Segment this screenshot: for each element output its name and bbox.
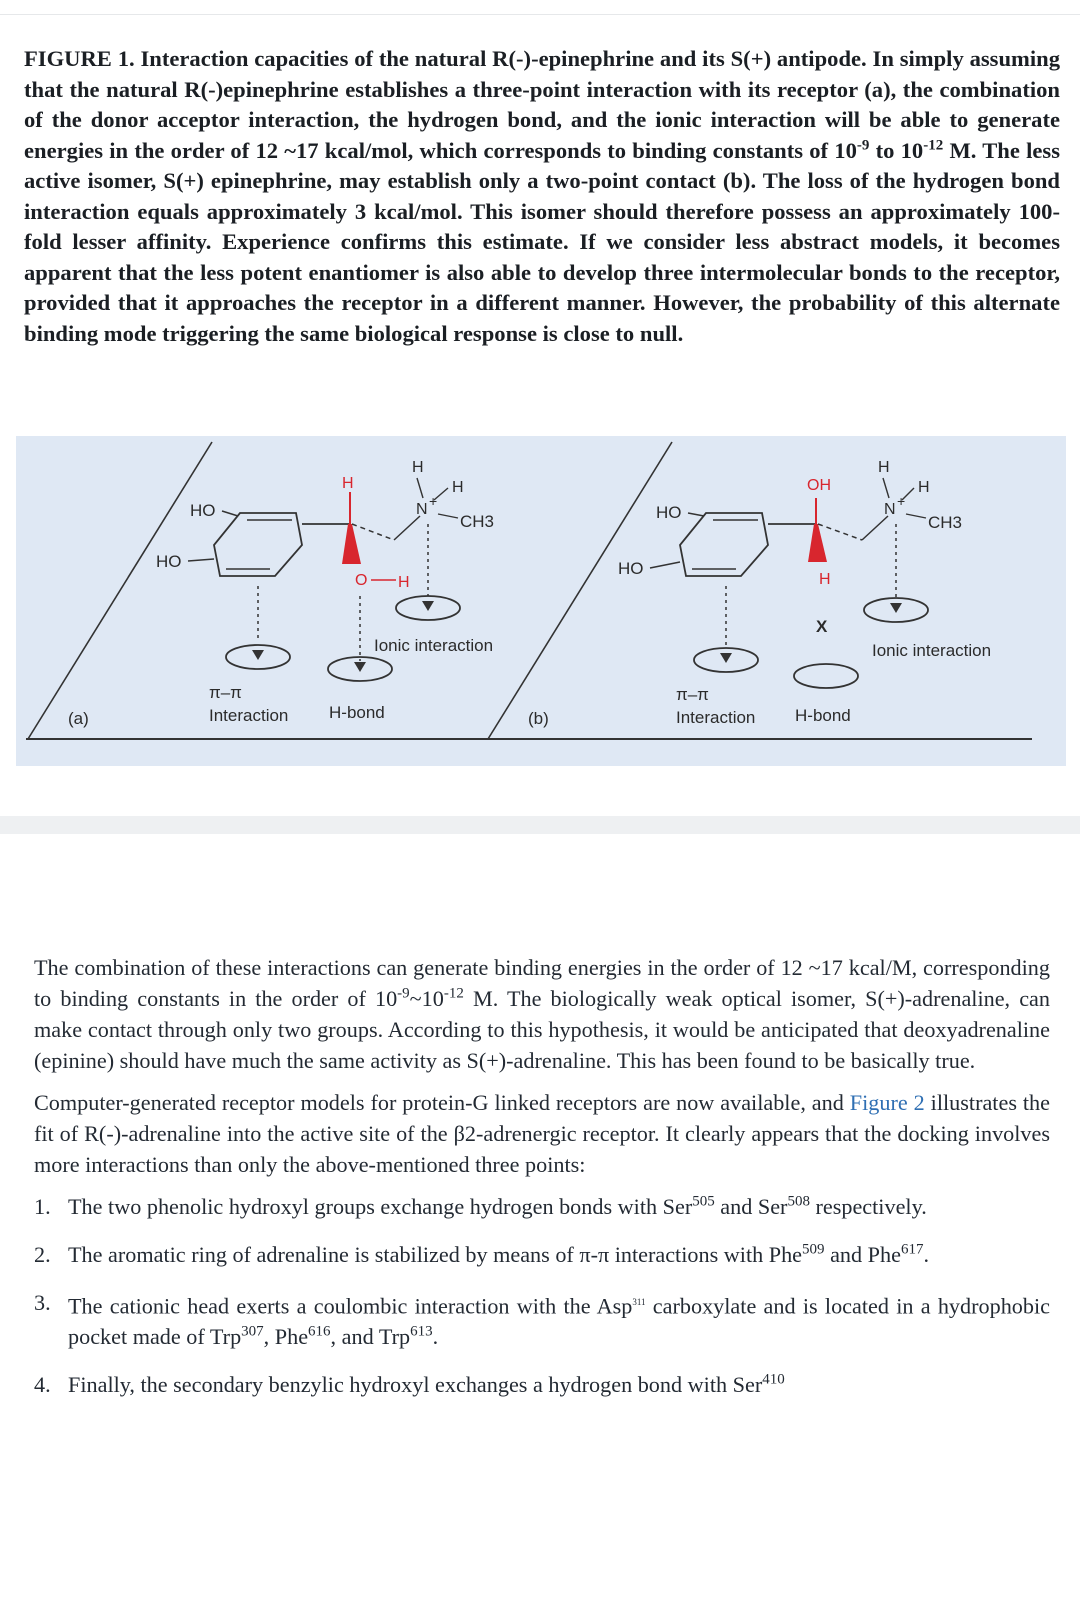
figure-caption: FIGURE 1. Interaction capacities of the natural R(-)-epinephrine and its S(+) antipode. In simply assuming that the natural R(-)epinephrine establishes a three-point interaction with its receptor (a), the combination of the donor acceptor interaction, the hydrogen bond, and the ionic interaction will be able to generate energies in the order of 12 ~17 kcal/mol, which corresponds to binding constants of $10^{-9}$ to $10^{-12}$ M. The less active isomer, S(+) epinephrine, may establish only a two-point contact (b). The loss of the hydrogen bond interaction equals approximately 3 kcal/mol. This isomer should therefore possess an approximately 100-fold lesser affinity. Experience confirms this estimate. If we consider less abstract models, it becomes apparent that the less potent enantiomer is also able to develop three intermolecular bonds to the receptor, provided that it approaches the receptor in a different manner. However, the probability of this alternate binding mode triggering the same biological response is close to null.: [24, 46, 1060, 346]
methyl-b: CH3: [928, 513, 963, 532]
figure-1-diagram: [16, 436, 1066, 766]
paragraph-1: The combination of these interactions can generate binding energies in the order of 12 ~17 kcal/M, corresponding to binding constants in the order of $10^{-9}\sim 10^{-12}$ M. The biologically weak optical isomer, S(+)-adrenaline, can make contact through only two groups. According to this hypothesis, it would be anticipated that deoxyadrenaline (epinine) should have much the same activity as S(+)-adrenaline. This has been found to be basically true.: [34, 955, 1050, 1073]
list-item: 4. Finally, the secondary benzylic hydroxyl exchanges a hydrogen bond with Ser$^{410}$: [34, 1372, 785, 1398]
section-divider: [0, 816, 1080, 834]
nitrogen-b: N: [884, 501, 896, 518]
hbond-site-b: [794, 664, 858, 688]
panel-b-label: (b): [528, 709, 549, 728]
article-body: [34, 952, 1050, 1417]
no-hbond-mark-b: X: [816, 617, 828, 636]
nitrogen-charge-a: +: [429, 493, 438, 509]
list-item: 3. The cationic head exerts a coulombic interaction with the Asp$^{311}$ carboxylate and is located in a hydrophobic pocket made of Trp$^{307}$, Phe$^{616}$, and Trp$^{613}$.: [34, 1290, 1050, 1350]
oh-group-b: OH: [807, 477, 831, 494]
pi-pi-label-a: π–π: [209, 683, 242, 702]
methyl-a: CH3: [460, 512, 495, 531]
receptor-surface-a: [28, 442, 212, 739]
stereo-wedge-a: [342, 524, 361, 564]
list-item: 1. The two phenolic hydroxyl groups exchange hydrogen bonds with Ser$^{505}$ and Ser$^{508}$ respectively.: [34, 1193, 927, 1219]
nitrogen-charge-b: +: [897, 493, 906, 509]
hydroxyl-h-a: H: [398, 574, 410, 591]
list-item: 2. The aromatic ring of adrenaline is stabilized by means of π-π interactions with Phe$^{509}$ and Phe$^{617}$.: [34, 1241, 929, 1267]
top-divider: [0, 14, 1080, 15]
chiral-h-b: H: [819, 571, 831, 588]
amine-h-top-b: H: [878, 459, 890, 476]
hbond-label-a: H-bond: [329, 703, 385, 722]
amine-h-right-b: H: [918, 479, 930, 496]
caption-exponent: -12: [923, 136, 944, 153]
amine-h-top-a: H: [412, 459, 424, 476]
panel-a-label: (a): [68, 709, 89, 728]
oxygen-a: O: [355, 572, 368, 589]
ionic-label-a: Ionic interaction: [374, 636, 494, 655]
ionic-label-b: Ionic interaction: [872, 641, 992, 660]
interaction-list: [34, 1191, 1050, 1400]
figure-2-link[interactable]: Figure 2: [849, 1090, 925, 1115]
interaction-label-a: Interaction: [209, 706, 289, 725]
hbond-label-b: H-bond: [795, 706, 851, 725]
benzene-ring-b: [680, 513, 768, 576]
pi-pi-label-b: π–π: [676, 685, 709, 704]
amine-h-right-a: H: [452, 479, 464, 496]
caption-exponent: -9: [856, 136, 870, 153]
chiral-h-a: H: [342, 475, 354, 492]
hydroxyl-left-b: HO: [618, 559, 644, 578]
receptor-surface-b: [488, 442, 672, 739]
hydroxyl-left-a: HO: [156, 552, 182, 571]
interaction-label-b: Interaction: [676, 708, 756, 727]
hydroxyl-top-b: HO: [656, 503, 682, 522]
interaction-diagram: [16, 436, 1066, 766]
stereo-wedge-b: [808, 524, 827, 562]
benzene-ring-a: [214, 513, 302, 576]
paragraph-2: Computer-generated receptor models for protein-G linked receptors are now available, and Figure 2 illustrates the fit of R(-)-adrenaline into the active site of the β2-adrenergic receptor. It clearly appears that the docking involves more interactions than only the above-mentioned three points:: [34, 1090, 1050, 1177]
nitrogen-a: N: [416, 501, 428, 518]
hydroxyl-top-a: HO: [190, 501, 216, 520]
